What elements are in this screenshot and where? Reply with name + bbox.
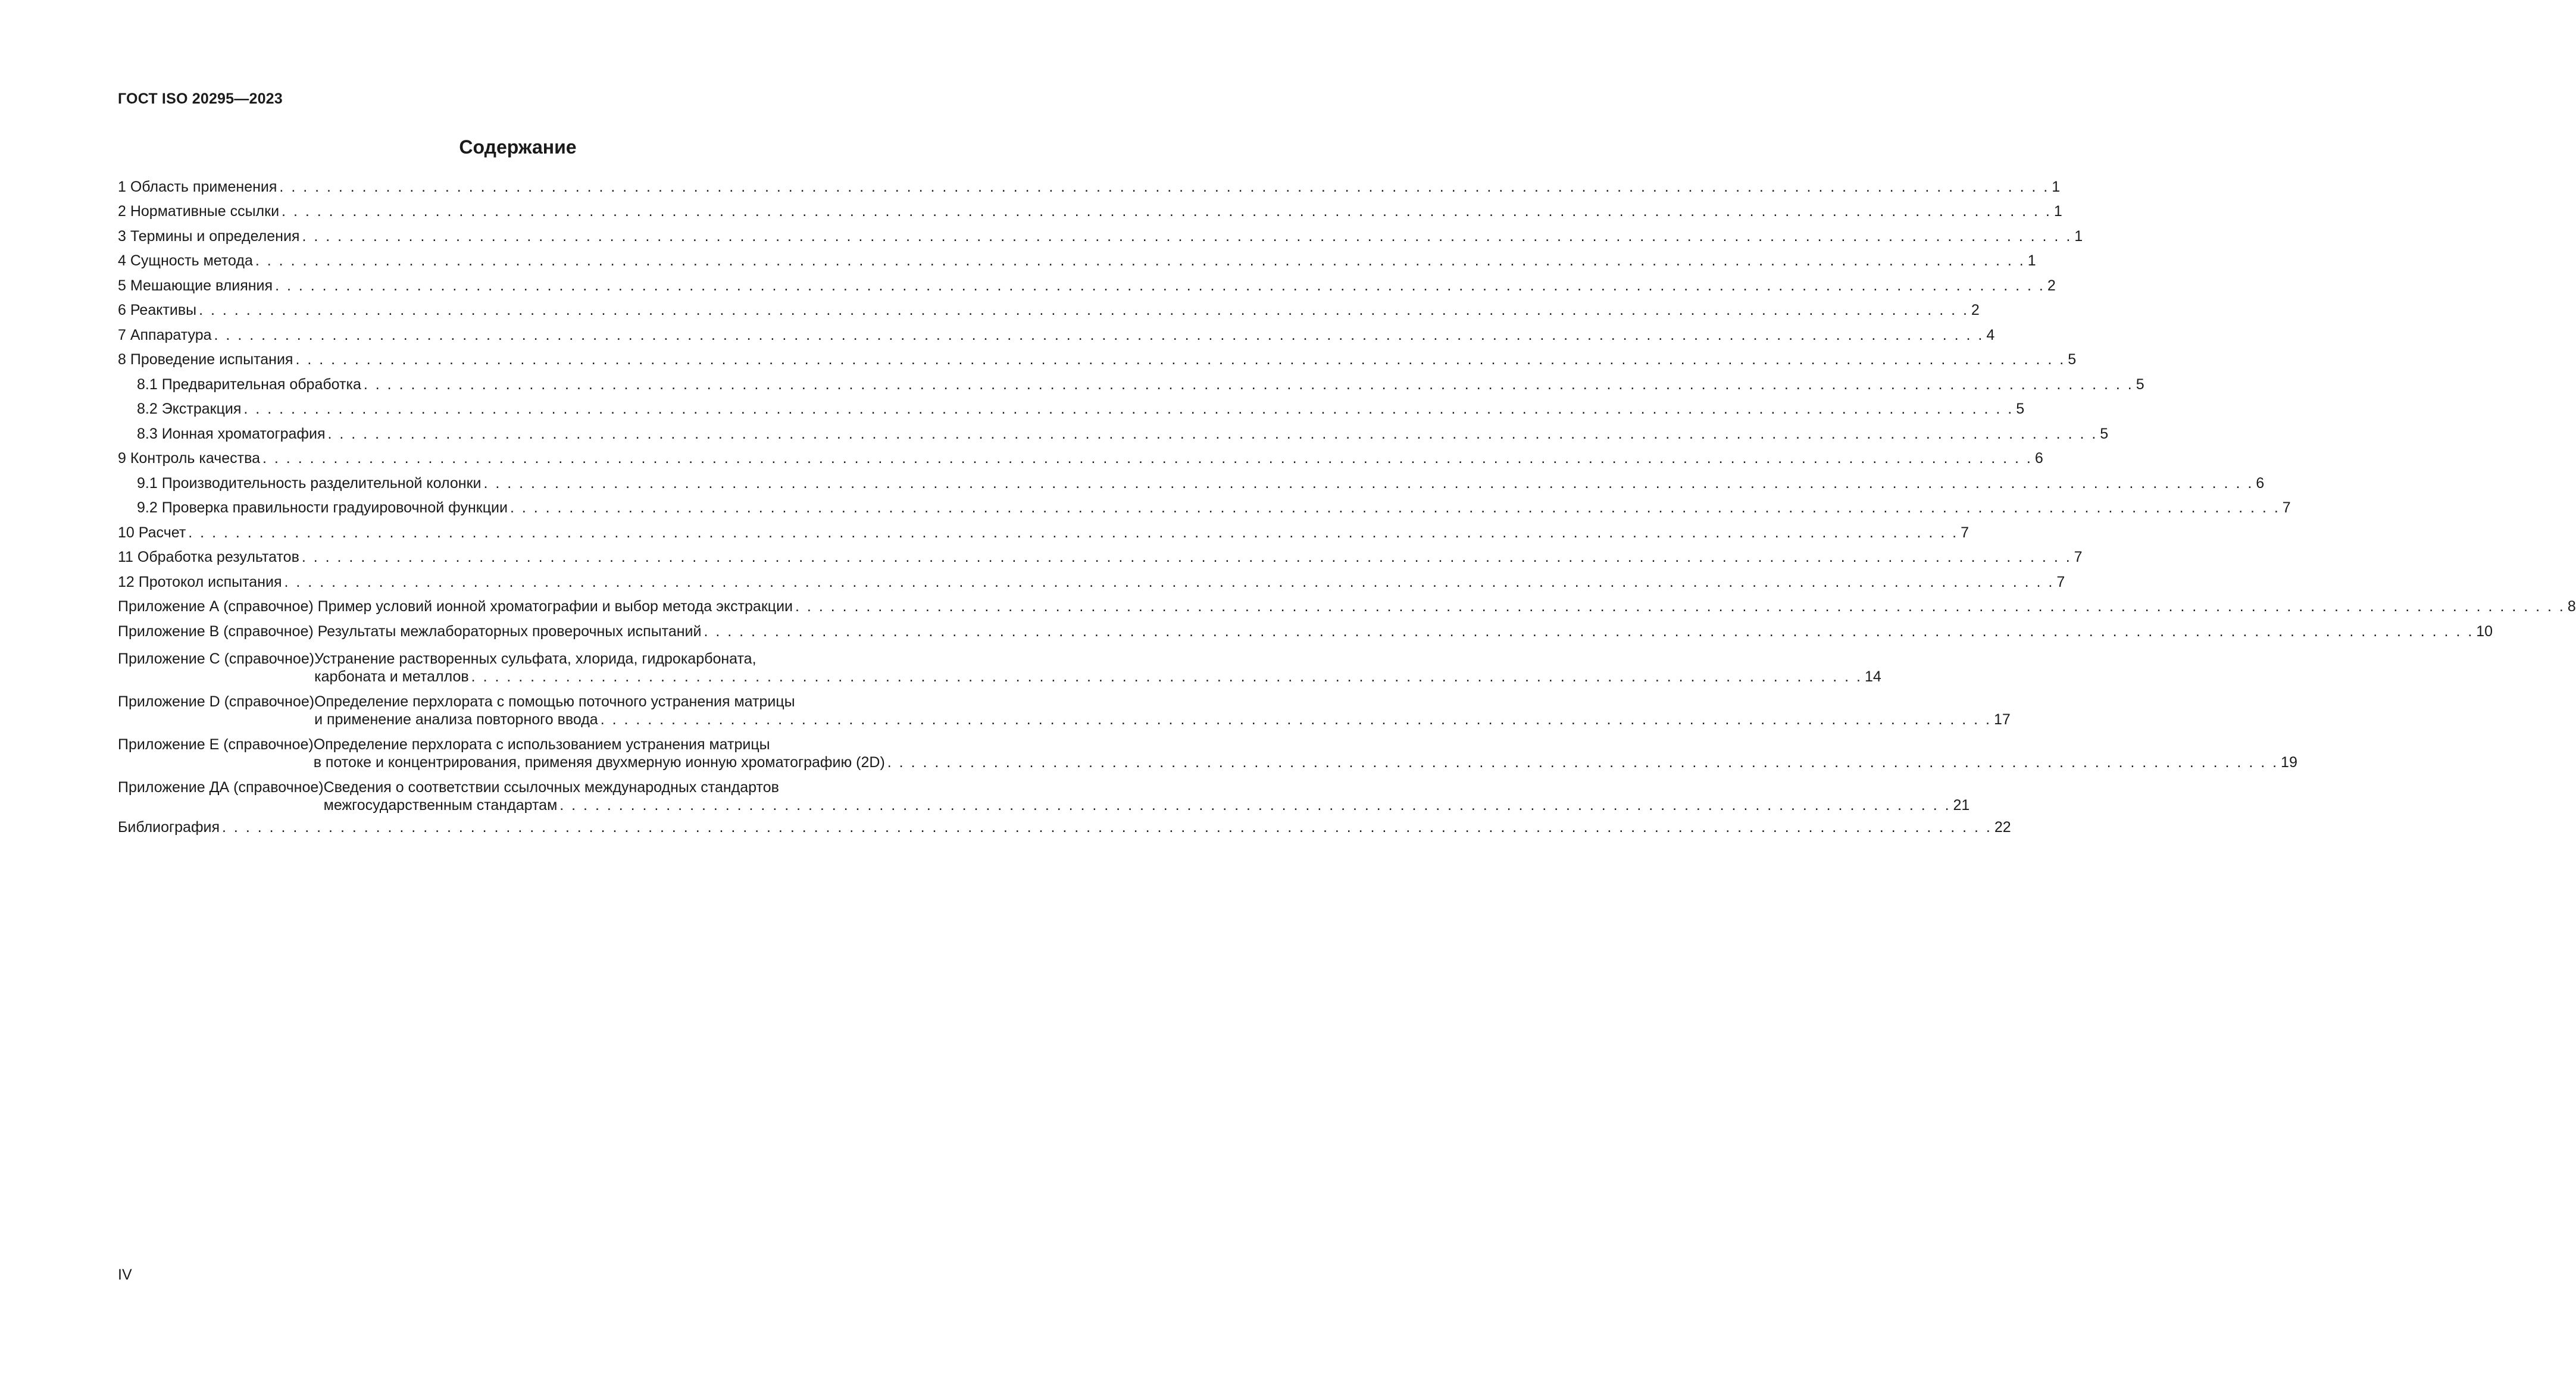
dot-leader bbox=[282, 202, 2052, 223]
toc-entry-page: 14 bbox=[1864, 668, 1881, 685]
toc-entry-page: 10 bbox=[2476, 623, 2493, 640]
toc-entry-page: 5 bbox=[2136, 376, 2144, 393]
toc-entry-page: 4 bbox=[1986, 326, 1995, 343]
toc-appendix-entry[interactable] bbox=[118, 778, 1970, 814]
toc-entry-label: 8 Проведение испытания bbox=[118, 351, 293, 368]
toc-entry-page: 21 bbox=[1953, 796, 1970, 814]
dot-leader bbox=[795, 598, 2565, 618]
toc-entry-page: 6 bbox=[2034, 450, 2043, 467]
toc-entry-page: 1 bbox=[2027, 252, 2036, 269]
dot-leader bbox=[199, 301, 1969, 321]
toc-entry[interactable] bbox=[118, 495, 2291, 520]
toc-entry-page: 8 bbox=[2567, 598, 2576, 615]
toc-entry-label: 1 Область применения bbox=[118, 178, 277, 195]
dot-leader bbox=[601, 711, 1992, 728]
dot-leader bbox=[510, 499, 2280, 519]
toc-appendix-entry[interactable] bbox=[118, 650, 1881, 686]
dot-leader bbox=[255, 252, 2025, 272]
toc-entry[interactable] bbox=[118, 420, 2109, 445]
toc-entry[interactable] bbox=[118, 593, 2576, 618]
toc-title: Содержание bbox=[459, 136, 577, 158]
toc-entry[interactable] bbox=[118, 618, 2493, 643]
toc-entry[interactable] bbox=[118, 198, 2062, 223]
dot-leader bbox=[704, 623, 2474, 643]
toc-entry-label: 12 Протокол испытания bbox=[118, 573, 282, 590]
toc-entry-label: 5 Мешающие влияния bbox=[118, 277, 273, 294]
dot-leader bbox=[275, 277, 2045, 297]
dot-leader bbox=[471, 668, 1862, 686]
dot-leader bbox=[214, 326, 1984, 346]
appendix-title-line2: межгосударственным стандартам bbox=[323, 796, 558, 814]
toc-entry-label: 2 Нормативные ссылки bbox=[118, 203, 280, 220]
appendix-title-line1: Определение перхлората с использованием устранения матрицы bbox=[313, 736, 770, 753]
toc-entry[interactable] bbox=[118, 272, 2056, 297]
toc-entry-page: 2 bbox=[1971, 302, 1980, 318]
toc-entry[interactable] bbox=[118, 519, 1969, 544]
toc-entry-label: 9.2 Проверка правильности градуировочной функции bbox=[137, 499, 508, 516]
toc-entry[interactable] bbox=[118, 371, 2144, 396]
toc-entry-label: 3 Термины и определения bbox=[118, 227, 300, 245]
toc-entry-page: 19 bbox=[2281, 753, 2297, 771]
toc-entry[interactable] bbox=[118, 470, 2265, 495]
toc-entry[interactable] bbox=[118, 346, 2077, 371]
appendix-prefix: Приложение Е (справочное) bbox=[118, 736, 314, 753]
toc-entry-page: 5 bbox=[2100, 425, 2109, 442]
toc-entry-label: Приложение А (справочное) Пример условий ионной хроматографии и выбор метода экстракции bbox=[118, 598, 793, 615]
appendix-title-line1: Сведения о соответствии ссылочных международных стандартов bbox=[323, 778, 779, 796]
appendix-title-line1: Устранение растворенных сульфата, хлорида, гидрокарбоната, bbox=[314, 650, 756, 667]
dot-leader bbox=[364, 376, 2134, 396]
toc-entry[interactable] bbox=[118, 321, 1995, 346]
toc-entry-label: 7 Аппаратура bbox=[118, 326, 212, 343]
toc-entry-page: 1 bbox=[2074, 227, 2083, 245]
dot-leader bbox=[328, 425, 2098, 445]
toc-appendix-entry[interactable] bbox=[118, 736, 2297, 771]
page-number: IV bbox=[118, 1266, 132, 1283]
appendix-title-line1: Определение перхлората с помощью поточного устранения матрицы bbox=[314, 693, 795, 710]
toc-entry-label: 8.2 Экстракция bbox=[137, 401, 242, 417]
toc-bibliography-entry[interactable] bbox=[118, 814, 2011, 839]
dot-leader bbox=[302, 227, 2072, 248]
toc-entry-page: 1 bbox=[2053, 203, 2062, 220]
appendix-title-line2: карбоната и металлов bbox=[314, 668, 469, 685]
toc-entry-page: 5 bbox=[2068, 351, 2077, 368]
toc-entry[interactable] bbox=[118, 445, 2043, 470]
dot-leader bbox=[887, 753, 2278, 771]
toc-entry-label: 6 Реактивы bbox=[118, 302, 197, 318]
toc-entry[interactable] bbox=[118, 297, 1980, 322]
toc-entry-page: 7 bbox=[1961, 524, 1969, 541]
toc-entry-label: 8.1 Предварительная обработка bbox=[137, 376, 361, 393]
toc-entry-label: 10 Расчет bbox=[118, 524, 186, 541]
toc-entry-label: 11 Обработка результатов bbox=[118, 549, 299, 565]
toc-entry-page: 7 bbox=[2056, 573, 2065, 590]
toc-entry-label: 8.3 Ионная хроматография bbox=[137, 425, 326, 442]
dot-leader bbox=[285, 573, 2055, 593]
appendix-title-line2: в потоке и концентрирования, применяя двухмерную ионную хроматографию (2D) bbox=[313, 753, 885, 771]
dot-leader bbox=[188, 524, 1958, 544]
toc-entry[interactable] bbox=[118, 248, 2036, 273]
toc-entry-page: 17 bbox=[1993, 711, 2011, 728]
appendix-prefix: Приложение D (справочное) bbox=[118, 693, 315, 710]
toc-entry-label: Приложение В (справочное) Результаты межлабораторных проверочных испытаний bbox=[118, 623, 702, 640]
toc-entry-label: 9.1 Производительность разделительной колонки bbox=[137, 474, 482, 492]
toc-entry-page: 7 bbox=[2074, 549, 2083, 565]
dot-leader bbox=[302, 548, 2072, 568]
toc-entry-page: 5 bbox=[2016, 401, 2025, 417]
dot-leader bbox=[295, 351, 2065, 371]
appendix-prefix: Приложение ДА (справочное) bbox=[118, 778, 324, 796]
toc-entry-page: 1 bbox=[2052, 178, 2061, 195]
toc-entry[interactable] bbox=[118, 173, 2061, 198]
toc-entry[interactable] bbox=[118, 568, 2065, 593]
dot-leader bbox=[279, 178, 2049, 198]
document-code: ГОСТ ISO 20295—2023 bbox=[118, 90, 283, 107]
toc-entry-label: 4 Сущность метода bbox=[118, 252, 253, 269]
toc-appendix-entry[interactable] bbox=[118, 693, 2011, 728]
dot-leader bbox=[559, 796, 1950, 814]
dot-leader bbox=[222, 818, 1992, 839]
appendix-prefix: Приложение С (справочное) bbox=[118, 650, 315, 667]
toc-entry[interactable] bbox=[118, 223, 2083, 248]
toc-entry-label: 9 Контроль качества bbox=[118, 450, 261, 467]
toc-entry-page: 6 bbox=[2256, 474, 2265, 492]
dot-leader bbox=[483, 474, 2253, 495]
toc-entry[interactable] bbox=[118, 544, 2083, 569]
appendix-title-line2: и применение анализа повторного ввода bbox=[314, 711, 598, 728]
table-of-contents bbox=[118, 173, 2576, 839]
dot-leader bbox=[262, 449, 2033, 470]
toc-entry[interactable] bbox=[118, 396, 2025, 421]
toc-entry-page: 7 bbox=[2282, 499, 2291, 516]
toc-entry-page: 22 bbox=[1994, 819, 2011, 836]
toc-entry-page: 2 bbox=[2047, 277, 2056, 294]
toc-entry-label: Библиография bbox=[118, 819, 220, 836]
dot-leader bbox=[243, 400, 2014, 420]
